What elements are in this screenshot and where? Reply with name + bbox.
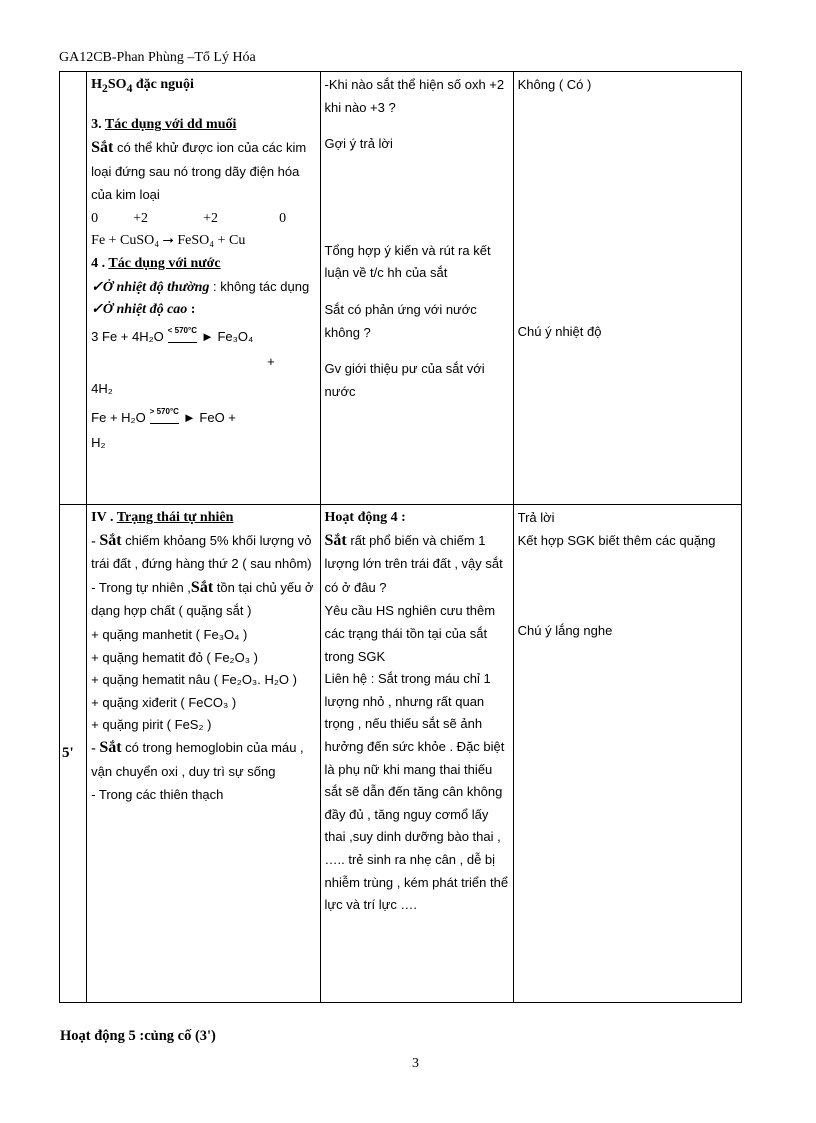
oxidation-numbers: 0 +2 +2 0 (91, 210, 287, 226)
condition-arrow: < 570°C (168, 320, 197, 344)
section-4-title: IV . Trạng thái tự nhiên (91, 510, 234, 525)
content-cell (87, 72, 320, 505)
section-4-heading: 4 . Tác dụng với nước (91, 255, 221, 271)
footer-activity-5: Hoạt động 5 :củng cố (3') (60, 1028, 216, 1044)
page-header: GA12CB-Phan Phùng –Tổ Lý Hóa (59, 50, 256, 65)
page-number: 3 (412, 1056, 419, 1071)
teacher-intro: Gv giới thiệu pư của sắt với nước (324, 361, 485, 399)
table-row (60, 72, 742, 505)
activity-4-intro: Sắt rất phổ biến và chiếm 1 lượng lớn trên trái đất , vậy sắt có ở đâu ? (324, 531, 503, 595)
content-cell (87, 505, 320, 1003)
normal-temp-line: ✓Ở nhiệt độ thường : không tác dụng (91, 278, 310, 295)
time-cell: 5' (60, 505, 87, 1003)
high-temp-line: ✓Ở nhiệt độ cao : (91, 302, 196, 318)
condition-arrow: > 570°C (150, 401, 179, 425)
teacher-question-1: -Khi nào sắt thể hiện số oxh +2 khi nào +3 ? (324, 77, 505, 115)
teacher-question-2: Sắt có phản ứng với nước không ? (324, 301, 477, 340)
reaction-3-tail: H₂ (91, 435, 106, 451)
teacher-summary: Tổng hợp ý kiến và rút ra kết luận về t/c hh của sắt (324, 242, 491, 281)
h2so4-line: $H_2SO_4$ đặc nguội (91, 77, 194, 95)
lesson-table (59, 71, 742, 1003)
student-cell (513, 505, 741, 1003)
reaction-1: Fe + CuSO₄ ⭢ FeSO₄ + Cu (91, 233, 246, 249)
student-combine: Kết hợp SGK biết thêm các quặng (517, 532, 716, 548)
activity-4-request: Yêu cầu HS nghiên cưu thêm các trạng thái tồn tại của sắt trong SGK (324, 603, 496, 664)
ore-item: + quặng hematit nâu ( Fe₂O₃. H₂O ) (91, 672, 297, 688)
reaction-2-plus: + (267, 354, 275, 370)
section-3-text: Sắt có thể khử được ion của các kim loại đứng sau nó trong dãy điện hóa của kim loại (91, 138, 307, 203)
section-3-heading: 3. Tác dụng với dd muối (91, 117, 237, 133)
activity-4-title: Hoạt động 4 : (324, 510, 406, 525)
ore-item: + quặng manhetit ( Fe₃O₄ ) (91, 626, 248, 642)
reaction-2: 3 Fe + 4H₂O < 570°C ► Fe₃O₄ (91, 326, 315, 352)
natural-state-p2: - Trong tự nhiên ,Sắt tồn tại chủ yếu ở dạng hợp chất ( quặng sắt ) (91, 578, 314, 619)
table-row (60, 505, 742, 1003)
activity-4-relate: Liên hệ : Sắt trong máu chỉ 1 lượng nhỏ , nhưng rất quan trọng , nếu thiếu sắt sẽ ảnh hưởng đến sức khỏe . Đặc biệt là phụ nữ khi mang thai thiếu sắt sẽ dẫn đến tăng cân không đầy đủ , tăng nguy cơmổ lấy thai ,suy dinh dưỡng bào thai , ….. trẻ sinh ra nhẹ cân , dễ bị nhiễm trùng , kém phát triển thể lực và trí lực …. (324, 671, 509, 913)
student-note: Chú ý nhiệt độ (517, 323, 602, 339)
reaction-3: Fe + H₂O > 570°C ► FeO + (91, 407, 315, 433)
student-answer: Không ( Có ) (517, 77, 592, 92)
teacher-cell (320, 72, 513, 505)
ore-item: + quặng xiđerit ( FeCO₃ ) (91, 694, 237, 710)
ore-item: + quặng pirit ( FeS₂ ) (91, 717, 212, 733)
ore-item: + quặng hematit đỏ ( Fe₂O₃ ) (91, 649, 258, 665)
reaction-2-tail: 4H₂ (91, 380, 113, 396)
teacher-hint: Gợi ý trả lời (324, 136, 393, 152)
natural-state-p3: - Sắt có trong hemoglobin của máu , vận chuyển oxi , duy trì sự sống (91, 738, 304, 779)
student-answer: Trả lời (517, 510, 555, 525)
natural-state-p4: - Trong các thiên thạch (91, 787, 224, 803)
time-cell (60, 72, 87, 505)
natural-state-p1: - Sắt chiếm khỏang 5% khối lượng vỏ trái đất , đứng hàng thứ 2 ( sau nhôm) (91, 531, 312, 572)
teacher-cell (320, 505, 513, 1003)
student-cell (513, 72, 741, 505)
student-listen: Chú ý lắng nghe (517, 623, 613, 639)
